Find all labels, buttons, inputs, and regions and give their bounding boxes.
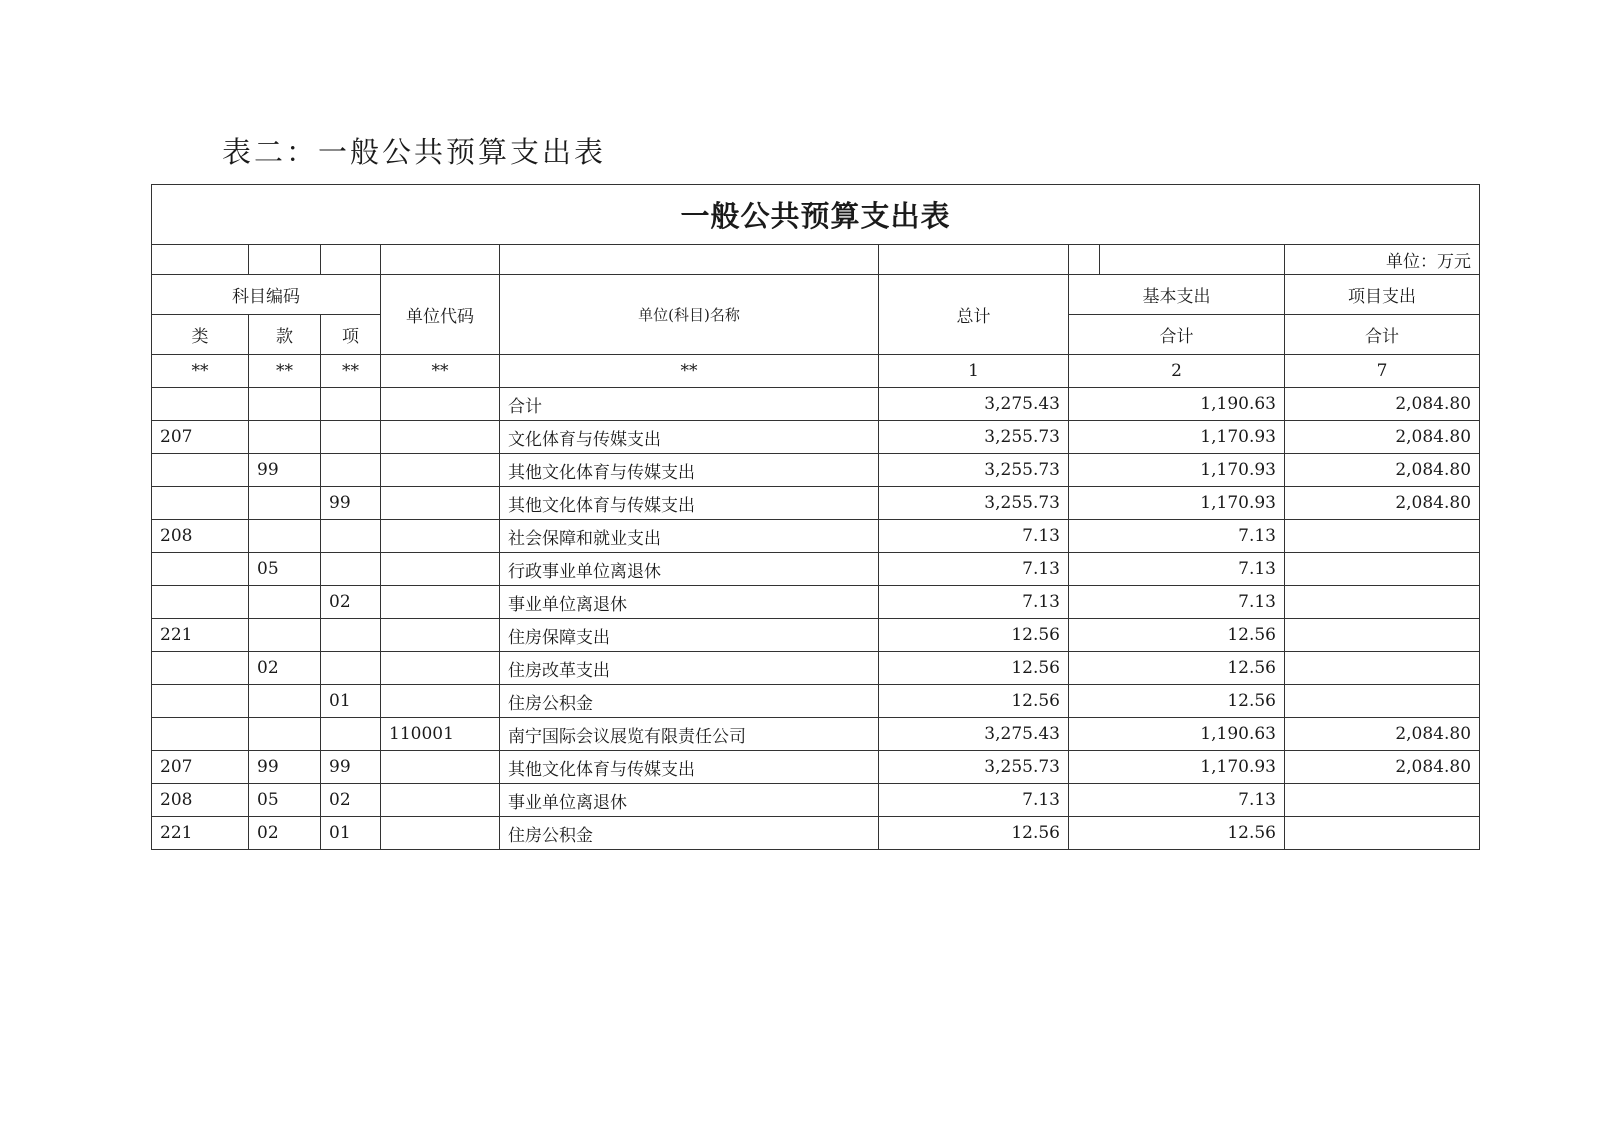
table-title: 一般公共预算支出表 [152, 185, 1480, 245]
cell-xiang [321, 454, 381, 487]
cell-lei: 208 [152, 784, 249, 817]
cell-project: 2,084.80 [1285, 751, 1480, 784]
table-row [152, 751, 1480, 784]
cell-unit-code [381, 454, 500, 487]
cell-basic: 1,190.63 [1069, 388, 1285, 421]
cell-lei [152, 652, 249, 685]
cell-project: 2,084.80 [1285, 388, 1480, 421]
header-row-1 [152, 275, 1480, 315]
cell-basic: 1,190.63 [1069, 718, 1285, 751]
cell-kuan [249, 619, 321, 652]
cell-total: 7.13 [879, 784, 1069, 817]
cell-kuan [249, 520, 321, 553]
cell-unit-name: 事业单位离退休 [500, 784, 879, 817]
cell-unit-code [381, 652, 500, 685]
cell-unit-name: 其他文化体育与传媒支出 [500, 751, 879, 784]
cell-unit-code [381, 586, 500, 619]
cell-kuan: 99 [249, 751, 321, 784]
cell-project [1285, 586, 1480, 619]
header-subject-code: 科目编码 [152, 275, 381, 315]
cell-lei [152, 553, 249, 586]
cell-kuan: 05 [249, 553, 321, 586]
cell-project [1285, 520, 1480, 553]
cell-basic: 1,170.93 [1069, 454, 1285, 487]
index-project: 7 [1285, 355, 1480, 388]
cell-total: 3,255.73 [879, 751, 1069, 784]
cell-lei: 221 [152, 619, 249, 652]
cell-total: 7.13 [879, 520, 1069, 553]
table-row [152, 487, 1480, 520]
cell-total: 12.56 [879, 685, 1069, 718]
cell-total: 12.56 [879, 817, 1069, 850]
cell-basic: 7.13 [1069, 586, 1285, 619]
cell-basic: 1,170.93 [1069, 487, 1285, 520]
cell-lei [152, 454, 249, 487]
cell-unit-code [381, 487, 500, 520]
cell-xiang: 01 [321, 817, 381, 850]
cell-xiang [321, 553, 381, 586]
cell-xiang: 99 [321, 751, 381, 784]
table-row [152, 388, 1480, 421]
cell-xiang [321, 421, 381, 454]
table-row [152, 652, 1480, 685]
cell-basic: 12.56 [1069, 619, 1285, 652]
cell-project [1285, 619, 1480, 652]
cell-xiang: 99 [321, 487, 381, 520]
index-kuan: ** [249, 355, 321, 388]
index-basic: 2 [1069, 355, 1285, 388]
header-total: 总计 [879, 275, 1069, 355]
cell-unit-code [381, 751, 500, 784]
index-unit-name: ** [500, 355, 879, 388]
cell-kuan: 99 [249, 454, 321, 487]
cell-unit-name: 合计 [500, 388, 879, 421]
cell-unit-name: 住房公积金 [500, 817, 879, 850]
cell-basic: 12.56 [1069, 652, 1285, 685]
cell-xiang [321, 718, 381, 751]
table-row [152, 685, 1480, 718]
table-row [152, 586, 1480, 619]
cell-project: 2,084.80 [1285, 718, 1480, 751]
cell-xiang [321, 652, 381, 685]
cell-project: 2,084.80 [1285, 487, 1480, 520]
cell-kuan [249, 388, 321, 421]
cell-kuan [249, 586, 321, 619]
cell-total: 3,275.43 [879, 718, 1069, 751]
cell-xiang: 01 [321, 685, 381, 718]
cell-unit-name: 事业单位离退休 [500, 586, 879, 619]
cell-xiang [321, 388, 381, 421]
cell-unit-name: 住房保障支出 [500, 619, 879, 652]
cell-unit-code [381, 784, 500, 817]
cell-unit-name: 行政事业单位离退休 [500, 553, 879, 586]
cell-project [1285, 685, 1480, 718]
table-row [152, 718, 1480, 751]
cell-kuan [249, 718, 321, 751]
table-row [152, 817, 1480, 850]
cell-total: 3,275.43 [879, 388, 1069, 421]
blank-split-cell [1069, 245, 1285, 275]
cell-kuan: 05 [249, 784, 321, 817]
cell-lei: 208 [152, 520, 249, 553]
cell-kuan [249, 487, 321, 520]
cell-lei: 207 [152, 751, 249, 784]
table-title-row [152, 185, 1480, 245]
cell-unit-name: 其他文化体育与传媒支出 [500, 487, 879, 520]
cell-kuan: 02 [249, 817, 321, 850]
budget-expenditure-table [151, 184, 1480, 850]
table-row [152, 421, 1480, 454]
blank-cell [381, 245, 500, 275]
cell-xiang: 02 [321, 586, 381, 619]
blank-cell [152, 245, 249, 275]
cell-unit-code [381, 685, 500, 718]
cell-unit-code: 110001 [381, 718, 500, 751]
cell-total: 12.56 [879, 652, 1069, 685]
cell-unit-code [381, 817, 500, 850]
table-row [152, 619, 1480, 652]
unit-row [152, 245, 1480, 275]
cell-kuan [249, 685, 321, 718]
cell-xiang: 02 [321, 784, 381, 817]
cell-unit-name: 社会保障和就业支出 [500, 520, 879, 553]
cell-xiang [321, 520, 381, 553]
cell-kuan: 02 [249, 652, 321, 685]
cell-total: 3,255.73 [879, 421, 1069, 454]
cell-project [1285, 784, 1480, 817]
table-row [152, 553, 1480, 586]
cell-kuan [249, 421, 321, 454]
blank-cell [879, 245, 1069, 275]
cell-total: 7.13 [879, 586, 1069, 619]
cell-lei: 221 [152, 817, 249, 850]
cell-total: 3,255.73 [879, 487, 1069, 520]
cell-unit-name: 其他文化体育与传媒支出 [500, 454, 879, 487]
cell-basic: 7.13 [1069, 520, 1285, 553]
blank-cell [249, 245, 321, 275]
cell-basic: 7.13 [1069, 784, 1285, 817]
header-project: 项目支出 [1285, 275, 1480, 315]
header-basic-subtotal: 合计 [1069, 315, 1285, 355]
cell-unit-code [381, 619, 500, 652]
cell-total: 7.13 [879, 553, 1069, 586]
header-lei: 类 [152, 315, 249, 355]
blank-cell [321, 245, 381, 275]
header-unit-code: 单位代码 [381, 275, 500, 355]
index-xiang: ** [321, 355, 381, 388]
cell-project [1285, 553, 1480, 586]
cell-unit-name: 南宁国际会议展览有限责任公司 [500, 718, 879, 751]
unit-label: 单位：万元 [1285, 245, 1480, 275]
table-row [152, 520, 1480, 553]
cell-lei [152, 718, 249, 751]
cell-basic: 1,170.93 [1069, 421, 1285, 454]
cell-lei: 207 [152, 421, 249, 454]
cell-unit-code [381, 421, 500, 454]
header-unit-name: 单位(科目)名称 [500, 275, 879, 355]
header-basic: 基本支出 [1069, 275, 1285, 315]
table-row [152, 784, 1480, 817]
cell-unit-name: 住房改革支出 [500, 652, 879, 685]
cell-basic: 1,170.93 [1069, 751, 1285, 784]
header-xiang: 项 [321, 315, 381, 355]
index-lei: ** [152, 355, 249, 388]
cell-basic: 12.56 [1069, 817, 1285, 850]
cell-basic: 7.13 [1069, 553, 1285, 586]
page-heading: 表二：一般公共预算支出表 [222, 135, 607, 169]
index-row [152, 355, 1480, 388]
blank-cell [500, 245, 879, 275]
cell-unit-code [381, 553, 500, 586]
cell-unit-code [381, 388, 500, 421]
cell-unit-name: 住房公积金 [500, 685, 879, 718]
cell-lei [152, 685, 249, 718]
cell-project [1285, 817, 1480, 850]
index-total: 1 [879, 355, 1069, 388]
table-row [152, 454, 1480, 487]
cell-project: 2,084.80 [1285, 454, 1480, 487]
cell-project [1285, 652, 1480, 685]
cell-basic: 12.56 [1069, 685, 1285, 718]
cell-unit-code [381, 520, 500, 553]
header-kuan: 款 [249, 315, 321, 355]
cell-total: 3,255.73 [879, 454, 1069, 487]
header-project-subtotal: 合计 [1285, 315, 1480, 355]
cell-xiang [321, 619, 381, 652]
index-unit-code: ** [381, 355, 500, 388]
cell-lei [152, 388, 249, 421]
cell-project: 2,084.80 [1285, 421, 1480, 454]
cell-lei [152, 586, 249, 619]
cell-lei [152, 487, 249, 520]
cell-total: 12.56 [879, 619, 1069, 652]
cell-unit-name: 文化体育与传媒支出 [500, 421, 879, 454]
